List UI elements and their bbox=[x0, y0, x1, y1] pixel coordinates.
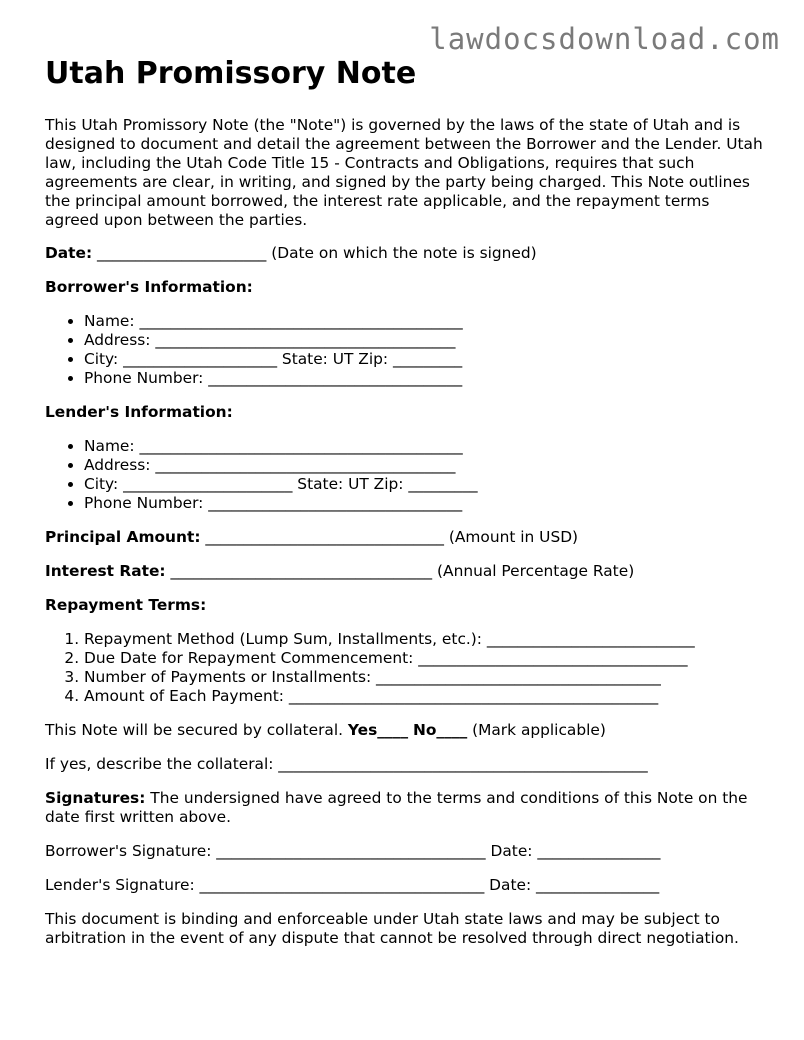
repayment-amount-field[interactable]: 4. Amount of Each Payment: ________________________________________________ bbox=[84, 687, 765, 706]
signatures-paragraph bbox=[45, 789, 765, 827]
borrower-list bbox=[45, 312, 765, 388]
lender-list bbox=[45, 437, 765, 513]
interest-line bbox=[45, 562, 765, 581]
repayment-list bbox=[45, 630, 765, 706]
collateral-yes-field[interactable]: Yes____ bbox=[347, 721, 409, 739]
collateral-no-field[interactable]: No____ bbox=[412, 721, 468, 739]
lender-city-field[interactable]: • City: ______________________ State: UT Zip: _________ bbox=[84, 475, 765, 494]
repayment-method-field[interactable]: 1. Repayment Method (Lump Sum, Installments, etc.): ___________________________ bbox=[84, 630, 765, 649]
repayment-due-date-field[interactable]: 2. Due Date for Repayment Commencement: ___________________________________ bbox=[84, 649, 765, 668]
signatures-text: The undersigned have agreed to the terms and conditions of this Note on the date first written above. bbox=[45, 789, 748, 826]
document-title: Utah Promissory Note bbox=[45, 56, 417, 91]
principal-blank[interactable]: _______________________________ bbox=[205, 528, 444, 546]
collateral-suffix: (Mark applicable) bbox=[472, 721, 606, 739]
document-page bbox=[45, 52, 765, 948]
interest-blank[interactable]: __________________________________ bbox=[170, 562, 433, 580]
principal-line bbox=[45, 528, 765, 547]
date-blank[interactable]: ______________________ bbox=[97, 244, 267, 262]
lender-phone-field[interactable]: • Phone Number: _________________________________ bbox=[84, 494, 765, 513]
borrower-signature-line[interactable]: Borrower's Signature: ___________________________________ Date: ________________ bbox=[45, 842, 661, 860]
lender-address-field[interactable]: • Address: _______________________________________ bbox=[84, 456, 765, 475]
date-line bbox=[45, 244, 765, 263]
lender-name-field[interactable]: • Name: __________________________________________ bbox=[84, 437, 765, 456]
interest-note: (Annual Percentage Rate) bbox=[437, 562, 635, 580]
collateral-line bbox=[45, 721, 765, 740]
date-label: Date: bbox=[45, 244, 93, 262]
borrower-heading: Borrower's Information: bbox=[45, 278, 253, 296]
collateral-describe-field[interactable]: If yes, describe the collateral: ________________________________________________ bbox=[45, 755, 648, 773]
repayment-heading: Repayment Terms: bbox=[45, 596, 207, 614]
intro-paragraph: This Utah Promissory Note (the "Note") is governed by the laws of the state of Utah and is designed to document and detail the agreement between the Borrower and the Lender. Utah law, including the Utah Code Title 15 - Contracts and Obligations, requires that such agreements are clear, in writing, and signed by the party being charged. This Note outlines the principal amount borrowed, the interest rate applicable, and the repayment terms agreed upon between the parties. bbox=[45, 116, 763, 229]
date-note: (Date on which the note is signed) bbox=[271, 244, 537, 262]
repayment-count-field[interactable]: 3. Number of Payments or Installments: _____________________________________ bbox=[84, 668, 765, 687]
borrower-address-field[interactable]: • Address: _______________________________________ bbox=[84, 331, 765, 350]
principal-note: (Amount in USD) bbox=[448, 528, 579, 546]
lender-signature-line[interactable]: Lender's Signature: _____________________________________ Date: ________________ bbox=[45, 876, 660, 894]
collateral-prefix: This Note will be secured by collateral. bbox=[45, 721, 343, 739]
interest-label: Interest Rate: bbox=[45, 562, 166, 580]
principal-label: Principal Amount: bbox=[45, 528, 201, 546]
borrower-name-field[interactable]: • Name: __________________________________________ bbox=[84, 312, 765, 331]
lender-heading: Lender's Information: bbox=[45, 403, 233, 421]
closing-paragraph: This document is binding and enforceable under Utah state laws and may be subject to arbitration in the event of any dispute that cannot be resolved through direct negotiation. bbox=[45, 910, 739, 947]
borrower-phone-field[interactable]: • Phone Number: _________________________________ bbox=[84, 369, 765, 388]
borrower-city-field[interactable]: • City: ____________________ State: UT Zip: _________ bbox=[84, 350, 765, 369]
watermark: lawdocsdownload.com bbox=[429, 22, 780, 56]
signatures-label: Signatures: bbox=[45, 789, 146, 807]
